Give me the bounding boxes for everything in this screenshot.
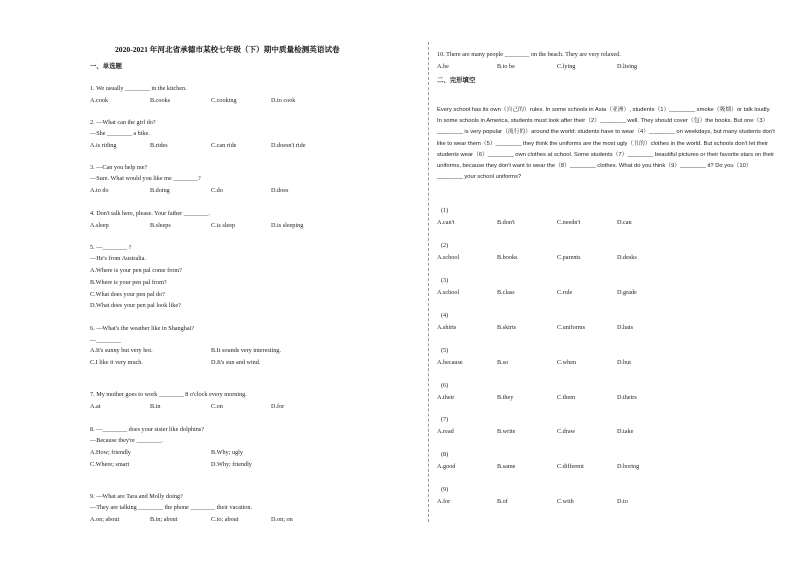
section-heading-single-choice: 一、单选题 [90, 63, 122, 70]
column-divider [428, 42, 429, 522]
answer-option: D.can [617, 219, 632, 226]
answer-option: C.uniforms [557, 323, 586, 331]
cloze-number: (6) [441, 381, 449, 389]
cloze-number: (9) [441, 486, 449, 494]
answer-option: A.school [437, 288, 460, 296]
answer-option: A.good [437, 463, 456, 471]
answer-option: A.is riding [90, 142, 117, 149]
answer-option: D.to cook [271, 97, 296, 104]
question-stem: 10. There are many people ________ on the beach. They are very relaxed. [437, 51, 621, 58]
question-stem: —He's from Australia. [90, 255, 146, 262]
answer-option: B.don't [497, 219, 515, 226]
answer-option: D.Why; friendly [211, 461, 252, 468]
answer-option: B.same [497, 463, 516, 471]
answer-option: B.sleeps [150, 222, 171, 229]
question-stem: 4. Don't talk here, please. Your father ________. [90, 210, 211, 217]
answer-option: C.on [211, 403, 223, 410]
cloze-number: (3) [441, 276, 449, 284]
answer-option: A.shirts [437, 323, 457, 331]
answer-option: B.It sounds very interesting. [211, 347, 281, 354]
answer-option: B.Where is your pen pal from? [90, 279, 167, 286]
question-stem: —________ [90, 337, 121, 344]
answer-option: D.hats [617, 323, 633, 331]
question-stem: 6. —What's the weather like in Shanghai? [90, 325, 195, 332]
question-stem: 5. —________ ? [90, 244, 132, 251]
answer-option: D.to [617, 498, 628, 506]
answer-option: B.so [497, 358, 509, 366]
answer-option: A.It's sunny but very hot. [90, 347, 153, 354]
answer-option: C.draw [557, 428, 576, 436]
cloze-number: (1) [441, 207, 449, 214]
cloze-number: (5) [441, 346, 449, 354]
answer-option: C.can ride [211, 142, 237, 149]
answer-option: B.of [497, 498, 508, 506]
answer-option: B.cooks [150, 97, 171, 104]
answer-option: C.I like it very much. [90, 359, 143, 366]
answer-option: A.their [437, 393, 455, 401]
answer-option: A.can't [437, 219, 455, 226]
question-stem: —She ________ a bike. [90, 130, 150, 137]
cloze-number: (7) [441, 416, 449, 424]
cloze-passage: Every school has its own（自己的）rules. In some schools in Asia（亚洲）, students（1）________ smoke（吸烟）or talk loudly. In some schools in America, students must look after their（2）________ well. They should cover（包）the books. But one（3）________ is very popular（流行的）around the world: students have to wear（4）________ on weekdays, but many students don't like to wear them（5）________ they think the uniforms are the most ugly（丑的）clothes in the world. But schools don't let their students wear（6）________ own clothes at school. Some students（7）________ beautiful pictures or their favorite stars on their uniforms, because they don't want to wear the（8）________ clothes. What do you think（9）________ it? Do you（10）________ your school uniforms? [437, 107, 775, 181]
question-stem: —They are talking ________ the phone ________ their vacation. [90, 504, 253, 511]
answer-option: B.doing [150, 187, 170, 194]
cloze-number: (2) [441, 241, 449, 249]
answer-option: D.theirs [617, 393, 637, 401]
answer-option: C.different [557, 463, 584, 471]
answer-option: D.take [617, 428, 634, 436]
answer-option: C.lying [557, 63, 576, 70]
answer-option: B.books [497, 253, 518, 261]
answer-option: D.on; on [271, 516, 293, 523]
question-stem: —Sure. What would you like me ________? [90, 175, 201, 182]
answer-option: B.in [150, 403, 161, 410]
answer-option: B.Why; ugly [211, 449, 243, 456]
answer-option: C.Where; smart [90, 461, 130, 468]
answer-option: C.to; about [211, 516, 239, 523]
answer-option: D.What does your pen pal look like? [90, 302, 181, 309]
answer-option: B.rides [150, 142, 168, 149]
answer-option: B.to be [497, 63, 515, 70]
answer-option: C.rule [557, 288, 573, 296]
answer-option: A.Where is your pen pal come from? [90, 267, 182, 274]
answer-option: A.at [90, 403, 101, 410]
answer-option: D.grade [617, 288, 637, 296]
answer-option: A.be [437, 63, 449, 70]
answer-option: A.because [437, 358, 463, 366]
answer-option: C.needn't [557, 219, 581, 226]
answer-option: A.cook [90, 97, 109, 104]
answer-option: C.What does your pen pal do? [90, 291, 165, 298]
answer-option: A.school [437, 253, 460, 261]
answer-option: A.on; about [90, 516, 120, 523]
answer-option: A.to do [90, 187, 109, 194]
answer-option: D.is sleeping [271, 222, 304, 229]
page-title: 2020-2021 年河北省承德市某校七年级（下）期中质量检测英语试卷 [115, 45, 340, 54]
question-stem: 8. —________ does your sister like dolphins? [90, 426, 204, 433]
answer-option: C.do [211, 187, 223, 194]
question-stem: 3. —Can you help me? [90, 164, 148, 171]
section-heading-cloze: 二、完形填空 [437, 77, 476, 84]
question-stem: 7. My mother goes to work ________ 8 o'clock every morning. [90, 391, 247, 398]
answer-option: D.desks [617, 253, 637, 261]
question-stem: 9. —What are Tara and Molly doing? [90, 493, 183, 500]
answer-option: D.doesn't ride [271, 142, 306, 149]
answer-option: A.for [437, 498, 451, 506]
answer-option: D.boring [617, 463, 640, 471]
cloze-number: (8) [441, 451, 449, 459]
cloze-number: (4) [441, 311, 449, 319]
answer-option: A.read [437, 428, 454, 436]
answer-option: B.they [497, 393, 514, 401]
answer-option: D.but [617, 358, 631, 366]
answer-option: D.does [271, 187, 289, 194]
question-stem: 1. We usually ________ in the kitchen. [90, 85, 187, 92]
answer-option: B.in; about [150, 516, 178, 523]
answer-option: D.It's sun and wind. [211, 359, 261, 366]
answer-option: C.parents [557, 253, 581, 261]
question-stem: —Because they're ________. [90, 437, 163, 444]
answer-option: B.write [497, 428, 516, 436]
answer-option: B.class [497, 288, 515, 296]
answer-option: C.them [557, 393, 576, 401]
answer-option: D.for [271, 403, 285, 410]
answer-option: C.with [557, 498, 574, 506]
question-stem: 2. —What can the girl do? [90, 119, 156, 126]
answer-option: D.lieing [617, 63, 638, 70]
answer-option: C.when [557, 358, 577, 366]
answer-option: C.is sleep [211, 222, 236, 229]
answer-option: C.cooking [211, 97, 237, 104]
answer-option: B.skirts [497, 323, 517, 331]
answer-option: A.sleep [90, 222, 109, 229]
answer-option: A.How; friendly [90, 449, 131, 456]
